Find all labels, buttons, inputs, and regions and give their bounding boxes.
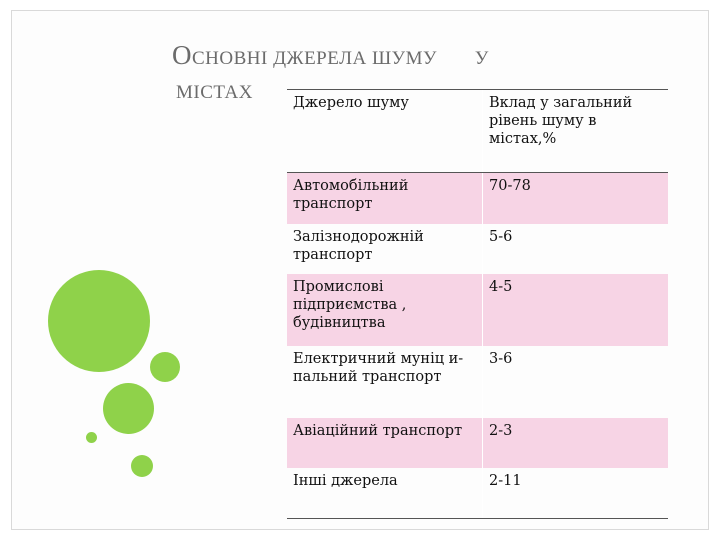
table-row [287,274,668,346]
table-bottom-rule [287,518,668,519]
cell-contribution: 2-3 [483,418,669,468]
slide-title-line1 [172,40,489,71]
decorative-circle-tiny [86,432,97,443]
cell-contribution: 4-5 [483,274,669,346]
table-row [287,468,668,518]
cell-source: Авіаційний транспорт [287,418,483,468]
table-row [287,418,668,468]
cell-contribution: 70-78 [483,172,669,224]
title-main: СНОВНІ ДЖЕРЕЛА ШУМУ [192,48,437,69]
decorative-circle-xsmall [131,455,153,477]
title-initial: О [172,40,192,70]
cell-source: Промислові підприємства , будівництва [287,274,483,346]
table-row [287,172,668,224]
cell-contribution: 2-11 [489,473,522,489]
cell-source: Залізнодорожній транспорт [287,224,483,274]
slide-title-line2: МІСТАХ [176,82,253,103]
cell-contribution: 3-6 [489,351,513,367]
header-source: Джерело шуму [287,90,483,172]
table-row [287,346,668,418]
table-row [287,224,668,274]
decorative-circle-medium [103,383,154,434]
title-end: У [474,48,489,69]
table-header-row [287,90,668,172]
decorative-circle-large [48,270,150,372]
cell-source: Електричний муніц и- пальний транспорт [287,346,483,418]
noise-sources-table [287,90,668,518]
header-contribution: Вклад у загальний рівень шуму в містах,% [483,90,669,172]
decorative-circle-small [150,352,180,382]
cell-source: Автомобільний транспорт [287,172,483,224]
cell-source: Інші джерела [287,468,483,518]
cell-contribution: 5-6 [489,229,513,245]
